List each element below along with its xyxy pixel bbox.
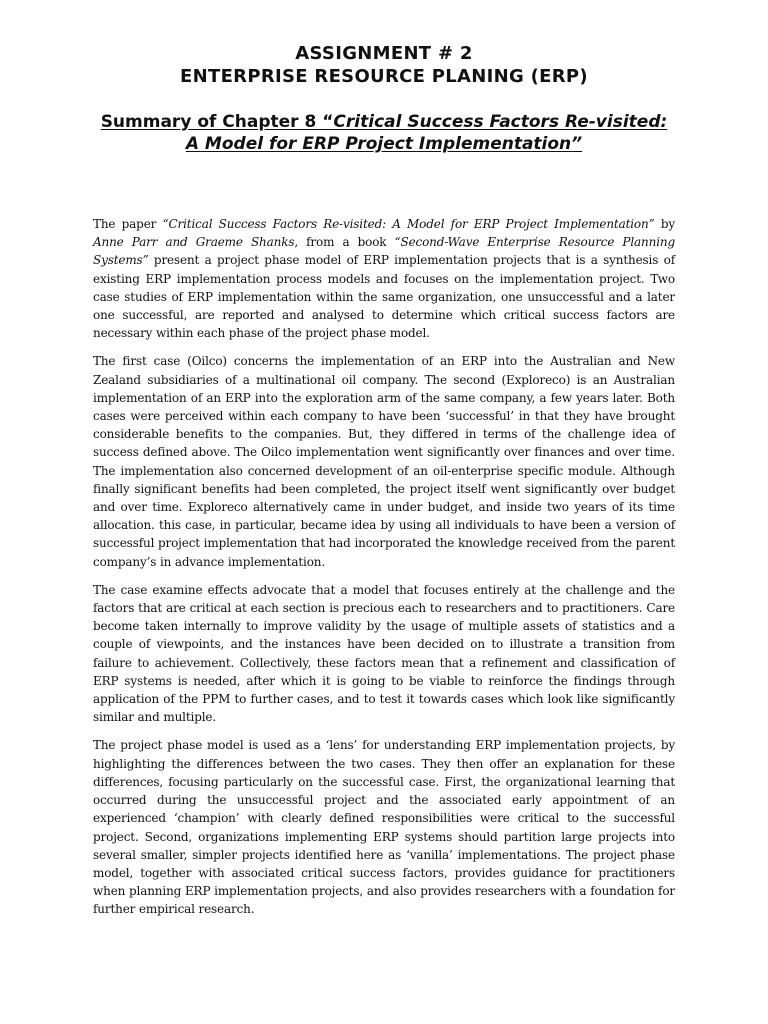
chapter-title: Critical Success Factors Re-visited: A Model for ERP Project Implementation <box>185 112 668 154</box>
paragraph-evaluation: The case examine effects advocate that a model that focuses entirely at the challenge and the factors that are critical at each section is precious each to researchers and to practitioners. Care become taken internally to improve validity by the usage of multiple assets of statistics and a couple of viewpoints, and the instances have been decided on to illustrate a transition from failure to achievement. Collectively, these factors mean that a refinement and classification of ERP systems is needed, after which it is going to be viable to reinforce the findings through application of the PPM to further cases, and to test it towards cases which look like significantly similar and multiple. <box>93 582 675 725</box>
p1-text-4: present a project phase model of ERP implementation projects that is a synthesis of existing ERP implementation process models and focuses on the implementation project. Two case studies of ERP implementation within the same organization, one unsuccessful and a later one successful, are reported and analysed to determine which critical success factors are necessary within each phase of the project phase model. <box>93 253 675 341</box>
authors: Anne Parr and Graeme Shanks <box>93 235 295 250</box>
book-title: “Second-Wave Enterprise Resource Planning Systems” <box>93 235 676 268</box>
course-name: ENTERPRISE RESOURCE PLANING (ERP) <box>180 66 588 87</box>
paper-title: “Critical Success Factors Re-visited: A Model for ERP Project Implementation” <box>162 217 655 231</box>
p1-text-1: The paper <box>93 217 163 231</box>
p1-text-3: , from a book <box>294 235 395 250</box>
paragraph-conclusion: The project phase model is used as a ‘lens’ for understanding ERP implementation projects, by highlighting the differences between the two cases. They then offer an explanation for these differences, focusing particularly on the successful case. First, the organizational learning that occurred during the unsuccessful project and the associated early appointment of an experienced ‘champion’ with clearly defined responsibilities were critical to the successful project. Second, organizations implementing ERP systems should partition large projects into several smaller, simpler projects identified here as ‘vanilla’ implementations. The project phase model, together with associated critical success factors, provides guidance for practitioners when planning ERP implementation projects, and also provides researchers with a foundation for further empirical research. <box>93 738 675 917</box>
assignment-number: ASSIGNMENT # 2 <box>295 43 473 64</box>
subtitle-prefix: Summary of Chapter 8 “ <box>100 112 334 132</box>
document-title <box>93 42 675 88</box>
summary-body <box>93 215 675 919</box>
subtitle-suffix: ” <box>571 134 583 154</box>
chapter-subtitle <box>93 111 675 155</box>
paragraph-cases: The first case (Oilco) concerns the implementation of an ERP into the Australian and New Zealand subsidiaries of a multinational oil company. The second (Exploreco) is an Australian implementation of an ERP into the exploration arm of the same company, a few years later. Both cases were perceived within each company to have been ‘successful’ in that they have brought considerable benefits to the companies. But, they differed in terms of the challenge idea of success defined above. The Oilco implementation went significantly over finances and over time. The implementation also concerned development of an oil-enterprise specific module. Although finally significant benefits had been completed, the project itself went significantly over budget and over time. Exploreco alternatively came in under budget, and inside two years of its time allocation. this case, in particular, became idea by using all individuals to have been a version of successful project implementation that had incorporated the knowledge received from the parent company’s in advance implementation. <box>93 354 675 569</box>
paragraph-intro <box>93 215 675 342</box>
p1-text-2: by <box>654 217 675 231</box>
